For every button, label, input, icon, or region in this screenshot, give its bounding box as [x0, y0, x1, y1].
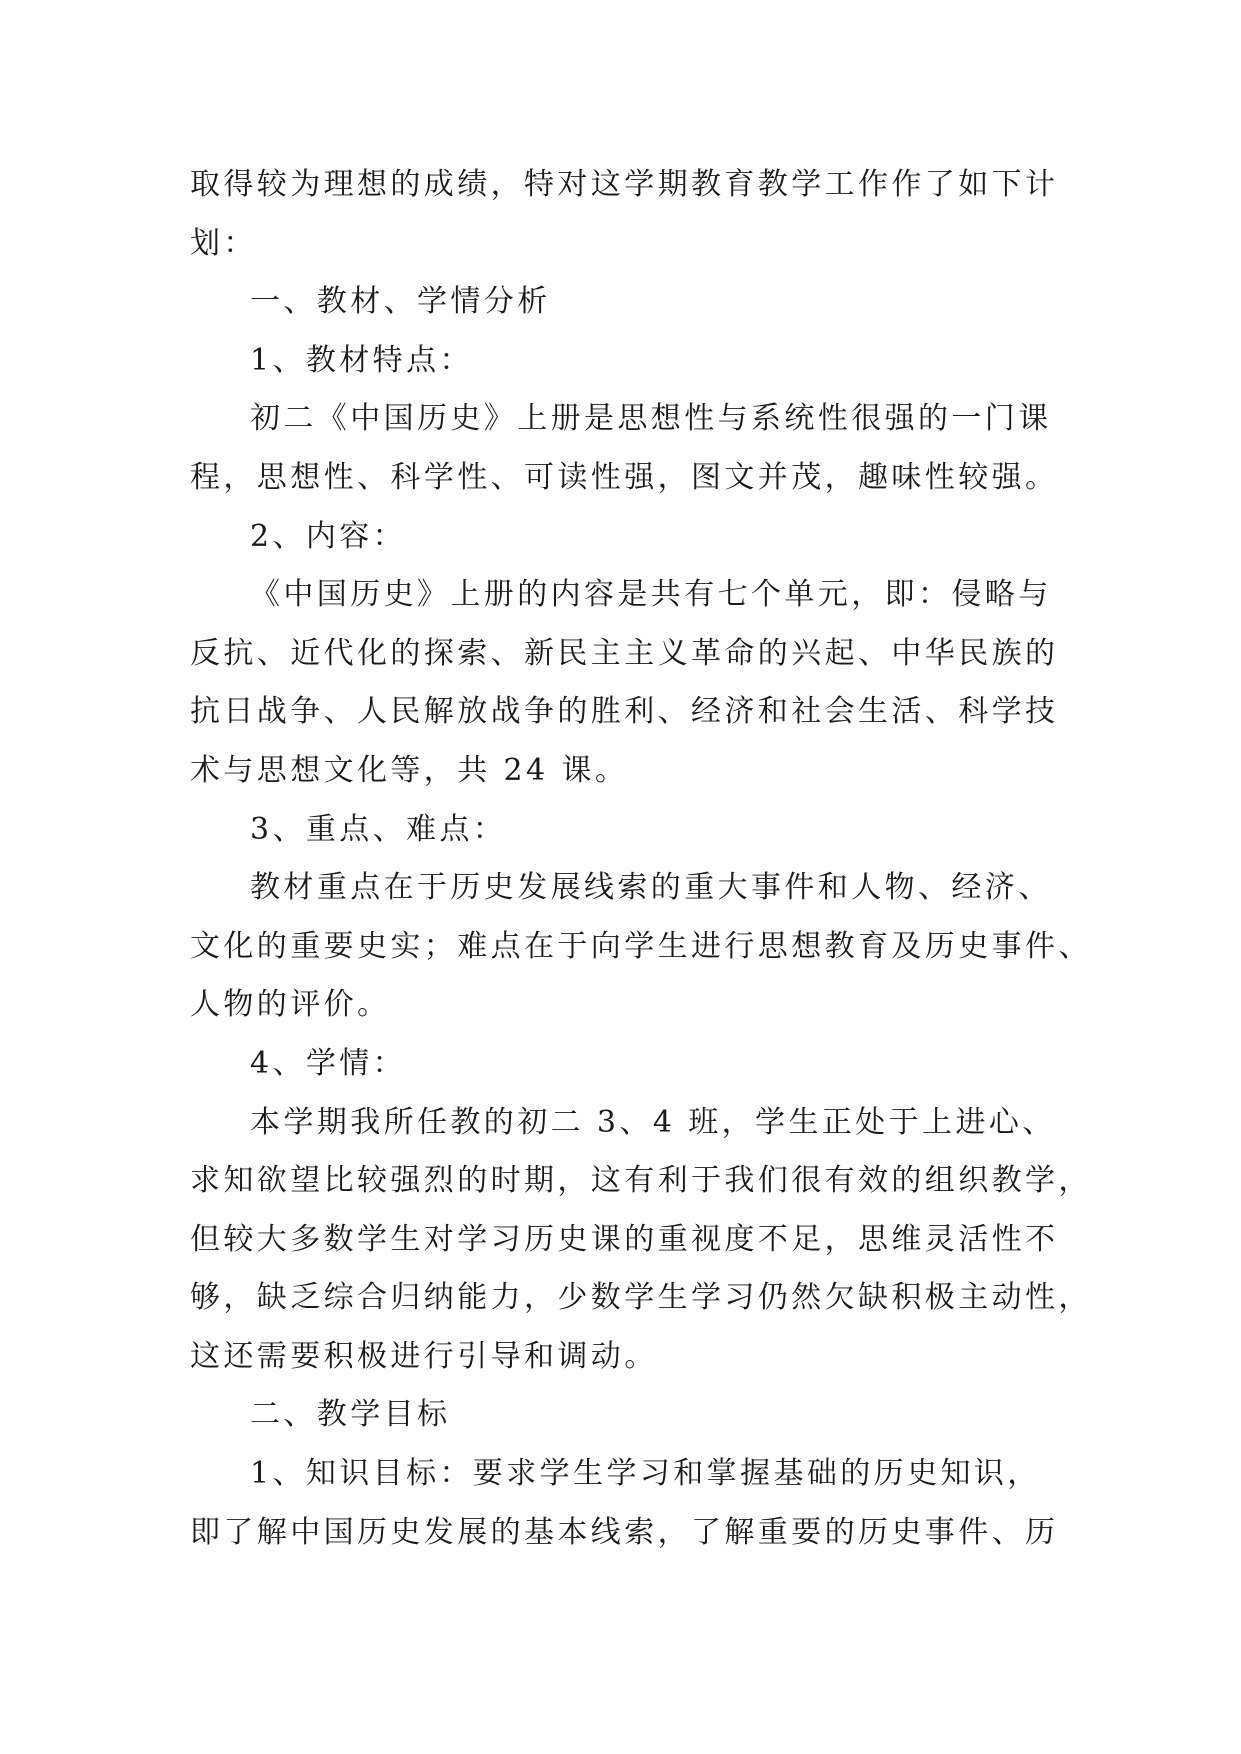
- subsection-heading: 1、教材特点：: [250, 342, 473, 378]
- paragraph-line: 取得较为理想的成绩，特对这学期教育教学工作作了如下计: [190, 167, 1059, 202]
- subsection-heading: 4、学情：: [250, 1045, 407, 1081]
- section-heading: 一、教材、学情分析: [250, 284, 551, 320]
- paragraph-line: 反抗、近代化的探索、新民主主义革命的兴起、中华民族的: [190, 635, 1059, 671]
- paragraph-line: 术与思想文化等，共 24 课。: [190, 752, 629, 788]
- body-text: [190, 156, 1092, 1562]
- paragraph-line: 初二《中国历史》上册是思想性与系统性很强的一门课: [250, 401, 1052, 437]
- subsection-heading: 3、重点、难点：: [250, 811, 507, 847]
- paragraph-line: 但较大多数学生对学习历史课的重视度不足，思维灵活性不: [190, 1221, 1059, 1257]
- subsection-heading: 2、内容：: [250, 518, 407, 554]
- paragraph-line: 求知欲望比较强烈的时期，这有利于我们很有效的组织教学，: [190, 1163, 1092, 1199]
- section-heading: 二、教学目标: [250, 1397, 451, 1433]
- paragraph-line: 人物的评价。: [190, 987, 391, 1023]
- paragraph-line: 够，缺乏综合归纳能力，少数学生学习仍然欠缺积极主动性，: [190, 1280, 1092, 1316]
- paragraph-line: 《中国历史》上册的内容是共有七个单元，即：侵略与: [250, 577, 1052, 613]
- paragraph-line: 抗日战争、人民解放战争的胜利、经济和社会生活、科学技: [190, 694, 1059, 730]
- paragraph-line: 本学期我所任教的初二 3、4 班，学生正处于上进心、: [250, 1104, 1056, 1140]
- paragraph-line: 划：: [190, 225, 257, 261]
- paragraph-line: 程，思想性、科学性、可读性强，图文并茂，趣味性较强。: [190, 459, 1059, 495]
- paragraph-line: 1、知识目标：要求学生学习和掌握基础的历史知识，: [250, 1456, 1041, 1492]
- paragraph-line: 即了解中国历史发展的基本线索，了解重要的历史事件、历: [190, 1514, 1059, 1550]
- paragraph-line: 教材重点在于历史发展线索的重大事件和人物、经济、: [250, 870, 1052, 906]
- paragraph-line: 这还需要积极进行引导和调动。: [190, 1338, 658, 1374]
- paragraph-line: 文化的重要史实；难点在于向学生进行思想教育及历史事件、: [190, 928, 1092, 964]
